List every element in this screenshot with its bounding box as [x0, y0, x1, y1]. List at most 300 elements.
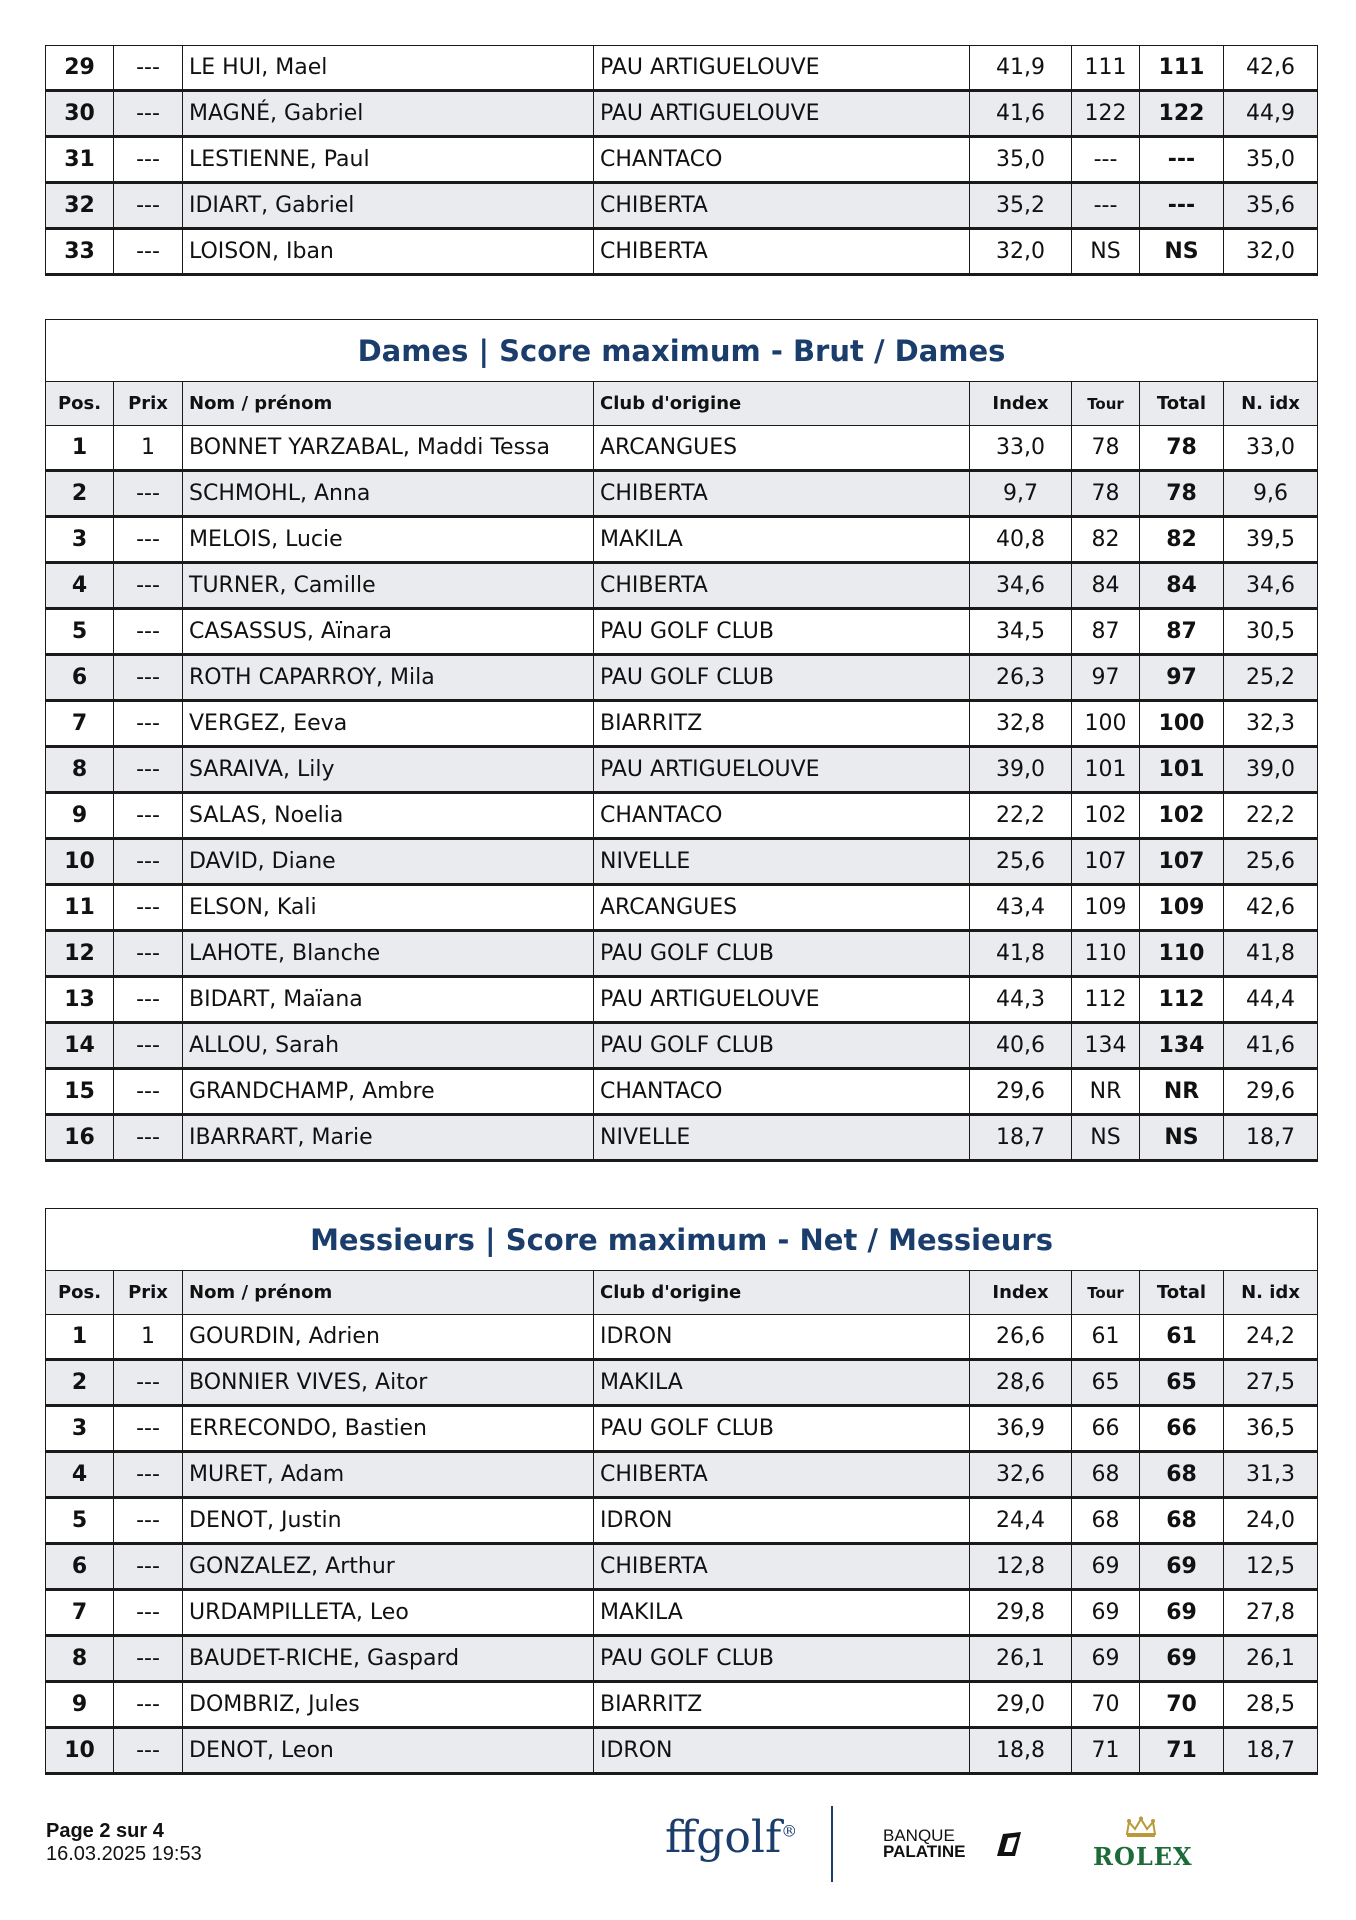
cell-pos: 9	[46, 1682, 114, 1728]
cell-tour: 65	[1072, 1360, 1140, 1406]
cell-prix: ---	[114, 793, 183, 839]
cell-club: CHANTACO	[594, 793, 970, 839]
cell-tour: NR	[1072, 1069, 1140, 1115]
cell-tour: 102	[1072, 793, 1140, 839]
cell-index: 35,0	[970, 137, 1072, 183]
cell-total: 110	[1140, 931, 1224, 977]
table-row	[46, 1498, 1318, 1544]
cell-index: 32,6	[970, 1452, 1072, 1498]
cell-pos: 6	[46, 655, 114, 701]
cell-name: BAUDET-RICHE, Gaspard	[183, 1636, 594, 1682]
cell-nidx: 41,6	[1224, 1023, 1318, 1069]
cell-pos: 32	[46, 183, 114, 229]
cell-name: TURNER, Camille	[183, 563, 594, 609]
cell-nidx: 35,0	[1224, 137, 1318, 183]
table-row	[46, 793, 1318, 839]
table-row	[46, 517, 1318, 563]
cell-tour: 69	[1072, 1544, 1140, 1590]
cell-name: URDAMPILLETA, Leo	[183, 1590, 594, 1636]
cell-tour: 111	[1072, 46, 1140, 91]
cell-nidx: 33,0	[1224, 426, 1318, 471]
cell-prix: ---	[114, 229, 183, 275]
cell-pos: 31	[46, 137, 114, 183]
cell-total: ---	[1140, 137, 1224, 183]
cell-total: 68	[1140, 1452, 1224, 1498]
cell-prix: ---	[114, 517, 183, 563]
cell-pos: 7	[46, 701, 114, 747]
palatine-sail-icon	[991, 1830, 1023, 1858]
cell-pos: 4	[46, 563, 114, 609]
cell-nidx: 26,1	[1224, 1636, 1318, 1682]
cell-index: 26,3	[970, 655, 1072, 701]
cell-club: CHIBERTA	[594, 471, 970, 517]
cell-club: CHIBERTA	[594, 563, 970, 609]
cell-nidx: 36,5	[1224, 1406, 1318, 1452]
results-table-dames	[45, 319, 1318, 1162]
cell-prix: ---	[114, 1452, 183, 1498]
cell-pos: 5	[46, 609, 114, 655]
cell-tour: 97	[1072, 655, 1140, 701]
cell-name: BIDART, Maïana	[183, 977, 594, 1023]
cell-total: 101	[1140, 747, 1224, 793]
cell-nidx: 18,7	[1224, 1728, 1318, 1774]
cell-prix: ---	[114, 655, 183, 701]
cell-prix: ---	[114, 1115, 183, 1161]
cell-tour: 71	[1072, 1728, 1140, 1774]
section-title-dames: Dames | Score maximum - Brut / Dames	[46, 320, 1318, 382]
cell-total: 112	[1140, 977, 1224, 1023]
cell-name: DENOT, Leon	[183, 1728, 594, 1774]
cell-club: BIARRITZ	[594, 1682, 970, 1728]
cell-name: LE HUI, Mael	[183, 46, 594, 91]
cell-nidx: 27,8	[1224, 1590, 1318, 1636]
cell-name: LAHOTE, Blanche	[183, 931, 594, 977]
cell-index: 9,7	[970, 471, 1072, 517]
cell-pos: 8	[46, 1636, 114, 1682]
cell-index: 33,0	[970, 426, 1072, 471]
cell-tour: 69	[1072, 1636, 1140, 1682]
cell-club: PAU GOLF CLUB	[594, 1023, 970, 1069]
table-row	[46, 137, 1318, 183]
cell-nidx: 39,5	[1224, 517, 1318, 563]
cell-total: 69	[1140, 1636, 1224, 1682]
cell-tour: ---	[1072, 137, 1140, 183]
cell-pos: 30	[46, 91, 114, 137]
cell-nidx: 44,4	[1224, 977, 1318, 1023]
cell-club: MAKILA	[594, 1590, 970, 1636]
cell-tour: 100	[1072, 701, 1140, 747]
cell-index: 39,0	[970, 747, 1072, 793]
cell-index: 32,8	[970, 701, 1072, 747]
col-header-club: Club d'origine	[594, 1271, 970, 1315]
cell-name: VERGEZ, Eeva	[183, 701, 594, 747]
cell-nidx: 35,6	[1224, 183, 1318, 229]
cell-tour: 112	[1072, 977, 1140, 1023]
cell-tour: 107	[1072, 839, 1140, 885]
cell-total: 68	[1140, 1498, 1224, 1544]
cell-tour: 101	[1072, 747, 1140, 793]
cell-total: 61	[1140, 1315, 1224, 1360]
cell-pos: 11	[46, 885, 114, 931]
cell-prix: ---	[114, 931, 183, 977]
cell-club: NIVELLE	[594, 839, 970, 885]
cell-total: 78	[1140, 471, 1224, 517]
cell-name: DOMBRIZ, Jules	[183, 1682, 594, 1728]
cell-pos: 3	[46, 1406, 114, 1452]
cell-nidx: 25,2	[1224, 655, 1318, 701]
table-row	[46, 977, 1318, 1023]
cell-prix: ---	[114, 1544, 183, 1590]
cell-pos: 1	[46, 426, 114, 471]
col-header-total: Total	[1140, 1271, 1224, 1315]
cell-nidx: 24,0	[1224, 1498, 1318, 1544]
cell-total: 65	[1140, 1360, 1224, 1406]
cell-index: 40,6	[970, 1023, 1072, 1069]
cell-tour: 109	[1072, 885, 1140, 931]
cell-nidx: 42,6	[1224, 885, 1318, 931]
table-row	[46, 1544, 1318, 1590]
cell-prix: ---	[114, 563, 183, 609]
cell-tour: NS	[1072, 229, 1140, 275]
cell-nidx: 32,0	[1224, 229, 1318, 275]
cell-club: IDRON	[594, 1315, 970, 1360]
table-row	[46, 1023, 1318, 1069]
cell-total: 134	[1140, 1023, 1224, 1069]
cell-prix: ---	[114, 1360, 183, 1406]
cell-prix: ---	[114, 1023, 183, 1069]
cell-nidx: 29,6	[1224, 1069, 1318, 1115]
col-header-tour: Tour	[1072, 1271, 1140, 1315]
cell-nidx: 9,6	[1224, 471, 1318, 517]
cell-prix: ---	[114, 701, 183, 747]
cell-index: 34,6	[970, 563, 1072, 609]
table-row	[46, 1406, 1318, 1452]
col-header-prix: Prix	[114, 382, 183, 426]
cell-club: PAU GOLF CLUB	[594, 931, 970, 977]
cell-total: 102	[1140, 793, 1224, 839]
cell-nidx: 12,5	[1224, 1544, 1318, 1590]
cell-tour: 122	[1072, 91, 1140, 137]
cell-club: PAU GOLF CLUB	[594, 655, 970, 701]
table-row	[46, 1636, 1318, 1682]
cell-club: PAU GOLF CLUB	[594, 1636, 970, 1682]
cell-prix: ---	[114, 1636, 183, 1682]
logo-divider	[831, 1806, 833, 1882]
col-header-index: Index	[970, 1271, 1072, 1315]
cell-club: IDRON	[594, 1498, 970, 1544]
table-row	[46, 701, 1318, 747]
cell-club: NIVELLE	[594, 1115, 970, 1161]
page-number: Page 2 sur 4	[46, 1820, 164, 1842]
cell-name: ALLOU, Sarah	[183, 1023, 594, 1069]
cell-name: GONZALEZ, Arthur	[183, 1544, 594, 1590]
cell-tour: 68	[1072, 1498, 1140, 1544]
cell-pos: 3	[46, 517, 114, 563]
cell-name: ROTH CAPARROY, Mila	[183, 655, 594, 701]
cell-tour: NS	[1072, 1115, 1140, 1161]
table-row	[46, 563, 1318, 609]
table-row	[46, 1452, 1318, 1498]
banque-palatine-logo	[883, 1828, 965, 1860]
cell-name: DENOT, Justin	[183, 1498, 594, 1544]
cell-pos: 7	[46, 1590, 114, 1636]
cell-pos: 4	[46, 1452, 114, 1498]
cell-index: 29,8	[970, 1590, 1072, 1636]
table-row	[46, 1728, 1318, 1774]
cell-name: BONNIER VIVES, Aitor	[183, 1360, 594, 1406]
cell-club: PAU ARTIGUELOUVE	[594, 46, 970, 91]
cell-nidx: 42,6	[1224, 46, 1318, 91]
cell-pos: 6	[46, 1544, 114, 1590]
cell-pos: 2	[46, 471, 114, 517]
cell-pos: 29	[46, 46, 114, 91]
table-row	[46, 931, 1318, 977]
cell-total: 87	[1140, 609, 1224, 655]
cell-index: 36,9	[970, 1406, 1072, 1452]
cell-index: 29,0	[970, 1682, 1072, 1728]
cell-tour: ---	[1072, 183, 1140, 229]
cell-prix: ---	[114, 91, 183, 137]
cell-name: ERRECONDO, Bastien	[183, 1406, 594, 1452]
cell-total: 66	[1140, 1406, 1224, 1452]
cell-total: 109	[1140, 885, 1224, 931]
table-row	[46, 1069, 1318, 1115]
cell-index: 32,0	[970, 229, 1072, 275]
cell-nidx: 22,2	[1224, 793, 1318, 839]
table-row	[46, 471, 1318, 517]
cell-index: 24,4	[970, 1498, 1072, 1544]
cell-prix: 1	[114, 426, 183, 471]
print-date: 16.03.2025 19:53	[46, 1843, 202, 1865]
cell-tour: 68	[1072, 1452, 1140, 1498]
cell-index: 18,8	[970, 1728, 1072, 1774]
cell-tour: 69	[1072, 1590, 1140, 1636]
table-row	[46, 1315, 1318, 1360]
results-table-messieurs	[45, 1208, 1318, 1775]
table-row	[46, 655, 1318, 701]
cell-club: CHIBERTA	[594, 1452, 970, 1498]
cell-index: 18,7	[970, 1115, 1072, 1161]
cell-index: 44,3	[970, 977, 1072, 1023]
col-header-nidx: N. idx	[1224, 382, 1318, 426]
cell-club: PAU GOLF CLUB	[594, 1406, 970, 1452]
cell-pos: 16	[46, 1115, 114, 1161]
table-row	[46, 885, 1318, 931]
cell-club: PAU ARTIGUELOUVE	[594, 977, 970, 1023]
cell-index: 41,8	[970, 931, 1072, 977]
cell-tour: 87	[1072, 609, 1140, 655]
cell-index: 26,6	[970, 1315, 1072, 1360]
cell-index: 22,2	[970, 793, 1072, 839]
cell-prix: ---	[114, 885, 183, 931]
cell-prix: ---	[114, 1069, 183, 1115]
cell-total: 78	[1140, 426, 1224, 471]
cell-club: MAKILA	[594, 1360, 970, 1406]
banque-palatine-line2: PALATINE	[883, 1842, 966, 1861]
cell-tour: 78	[1072, 426, 1140, 471]
cell-index: 34,5	[970, 609, 1072, 655]
cell-total: 84	[1140, 563, 1224, 609]
cell-tour: 110	[1072, 931, 1140, 977]
table-row	[46, 426, 1318, 471]
crown-icon	[1124, 1816, 1158, 1838]
cell-total: NR	[1140, 1069, 1224, 1115]
registered-mark-icon: ®	[781, 1821, 798, 1841]
cell-prix: ---	[114, 471, 183, 517]
cell-total: NS	[1140, 229, 1224, 275]
cell-name: GRANDCHAMP, Ambre	[183, 1069, 594, 1115]
cell-nidx: 28,5	[1224, 1682, 1318, 1728]
cell-name: CASASSUS, Aïnara	[183, 609, 594, 655]
cell-name: SARAIVA, Lily	[183, 747, 594, 793]
cell-nidx: 25,6	[1224, 839, 1318, 885]
cell-name: IBARRART, Marie	[183, 1115, 594, 1161]
cell-total: 71	[1140, 1728, 1224, 1774]
col-header-pos: Pos.	[46, 382, 114, 426]
cell-pos: 15	[46, 1069, 114, 1115]
cell-tour: 134	[1072, 1023, 1140, 1069]
cell-club: IDRON	[594, 1728, 970, 1774]
cell-nidx: 39,0	[1224, 747, 1318, 793]
results-table-continuation	[45, 45, 1318, 276]
cell-pos: 9	[46, 793, 114, 839]
cell-index: 40,8	[970, 517, 1072, 563]
cell-name: SCHMOHL, Anna	[183, 471, 594, 517]
cell-total: 107	[1140, 839, 1224, 885]
col-header-nidx: N. idx	[1224, 1271, 1318, 1315]
cell-club: MAKILA	[594, 517, 970, 563]
section-title-messieurs: Messieurs | Score maximum - Net / Messieurs	[46, 1209, 1318, 1271]
ffgolf-logo-text: ffgolf	[665, 1812, 782, 1863]
cell-pos: 2	[46, 1360, 114, 1406]
cell-total: 100	[1140, 701, 1224, 747]
cell-nidx: 34,6	[1224, 563, 1318, 609]
cell-pos: 13	[46, 977, 114, 1023]
cell-prix: ---	[114, 747, 183, 793]
rolex-logo	[1093, 1816, 1193, 1871]
cell-tour: 84	[1072, 563, 1140, 609]
banque-palatine-line1: BANQUE	[883, 1826, 955, 1845]
cell-total: 69	[1140, 1590, 1224, 1636]
col-header-tour: Tour	[1072, 382, 1140, 426]
cell-total: 69	[1140, 1544, 1224, 1590]
ffgolf-logo	[665, 1812, 797, 1863]
cell-club: PAU GOLF CLUB	[594, 609, 970, 655]
cell-name: LESTIENNE, Paul	[183, 137, 594, 183]
cell-prix: ---	[114, 183, 183, 229]
cell-prix: ---	[114, 1590, 183, 1636]
cell-index: 35,2	[970, 183, 1072, 229]
cell-prix: 1	[114, 1315, 183, 1360]
rolex-logo-text: ROLEX	[1093, 1842, 1193, 1871]
cell-total: 122	[1140, 91, 1224, 137]
table-row	[46, 1115, 1318, 1161]
col-header-total: Total	[1140, 382, 1224, 426]
cell-total: 111	[1140, 46, 1224, 91]
cell-tour: 82	[1072, 517, 1140, 563]
table-row	[46, 183, 1318, 229]
cell-club: PAU ARTIGUELOUVE	[594, 91, 970, 137]
cell-nidx: 31,3	[1224, 1452, 1318, 1498]
cell-total: 82	[1140, 517, 1224, 563]
cell-total: 97	[1140, 655, 1224, 701]
cell-index: 41,6	[970, 91, 1072, 137]
cell-name: MELOIS, Lucie	[183, 517, 594, 563]
cell-prix: ---	[114, 1682, 183, 1728]
cell-name: ELSON, Kali	[183, 885, 594, 931]
cell-nidx: 32,3	[1224, 701, 1318, 747]
cell-nidx: 27,5	[1224, 1360, 1318, 1406]
cell-prix: ---	[114, 977, 183, 1023]
cell-index: 26,1	[970, 1636, 1072, 1682]
cell-name: MURET, Adam	[183, 1452, 594, 1498]
cell-pos: 33	[46, 229, 114, 275]
cell-name: SALAS, Noelia	[183, 793, 594, 839]
table-row	[46, 46, 1318, 91]
cell-pos: 10	[46, 839, 114, 885]
table-row	[46, 839, 1318, 885]
cell-prix: ---	[114, 1406, 183, 1452]
cell-pos: 1	[46, 1315, 114, 1360]
table-row	[46, 91, 1318, 137]
cell-prix: ---	[114, 46, 183, 91]
col-header-pos: Pos.	[46, 1271, 114, 1315]
cell-total: 70	[1140, 1682, 1224, 1728]
table-row	[46, 609, 1318, 655]
cell-pos: 10	[46, 1728, 114, 1774]
table-row	[46, 1360, 1318, 1406]
table-row	[46, 1590, 1318, 1636]
cell-tour: 61	[1072, 1315, 1140, 1360]
cell-pos: 5	[46, 1498, 114, 1544]
cell-tour: 66	[1072, 1406, 1140, 1452]
cell-index: 43,4	[970, 885, 1072, 931]
cell-name: GOURDIN, Adrien	[183, 1315, 594, 1360]
cell-total: ---	[1140, 183, 1224, 229]
cell-index: 29,6	[970, 1069, 1072, 1115]
cell-club: CHANTACO	[594, 1069, 970, 1115]
table-row	[46, 1682, 1318, 1728]
cell-nidx: 30,5	[1224, 609, 1318, 655]
cell-club: ARCANGUES	[594, 885, 970, 931]
cell-nidx: 24,2	[1224, 1315, 1318, 1360]
cell-pos: 14	[46, 1023, 114, 1069]
table-row	[46, 747, 1318, 793]
cell-pos: 12	[46, 931, 114, 977]
cell-prix: ---	[114, 609, 183, 655]
cell-nidx: 44,9	[1224, 91, 1318, 137]
cell-club: PAU ARTIGUELOUVE	[594, 747, 970, 793]
table-row	[46, 229, 1318, 275]
cell-total: NS	[1140, 1115, 1224, 1161]
col-header-index: Index	[970, 382, 1072, 426]
cell-pos: 8	[46, 747, 114, 793]
cell-club: CHIBERTA	[594, 1544, 970, 1590]
cell-index: 12,8	[970, 1544, 1072, 1590]
cell-club: BIARRITZ	[594, 701, 970, 747]
cell-name: BONNET YARZABAL, Maddi Tessa	[183, 426, 594, 471]
cell-name: DAVID, Diane	[183, 839, 594, 885]
cell-prix: ---	[114, 1498, 183, 1544]
cell-index: 25,6	[970, 839, 1072, 885]
col-header-nom: Nom / prénom	[183, 382, 594, 426]
cell-nidx: 18,7	[1224, 1115, 1318, 1161]
cell-name: IDIART, Gabriel	[183, 183, 594, 229]
col-header-prix: Prix	[114, 1271, 183, 1315]
cell-club: CHIBERTA	[594, 229, 970, 275]
col-header-nom: Nom / prénom	[183, 1271, 594, 1315]
cell-prix: ---	[114, 1728, 183, 1774]
